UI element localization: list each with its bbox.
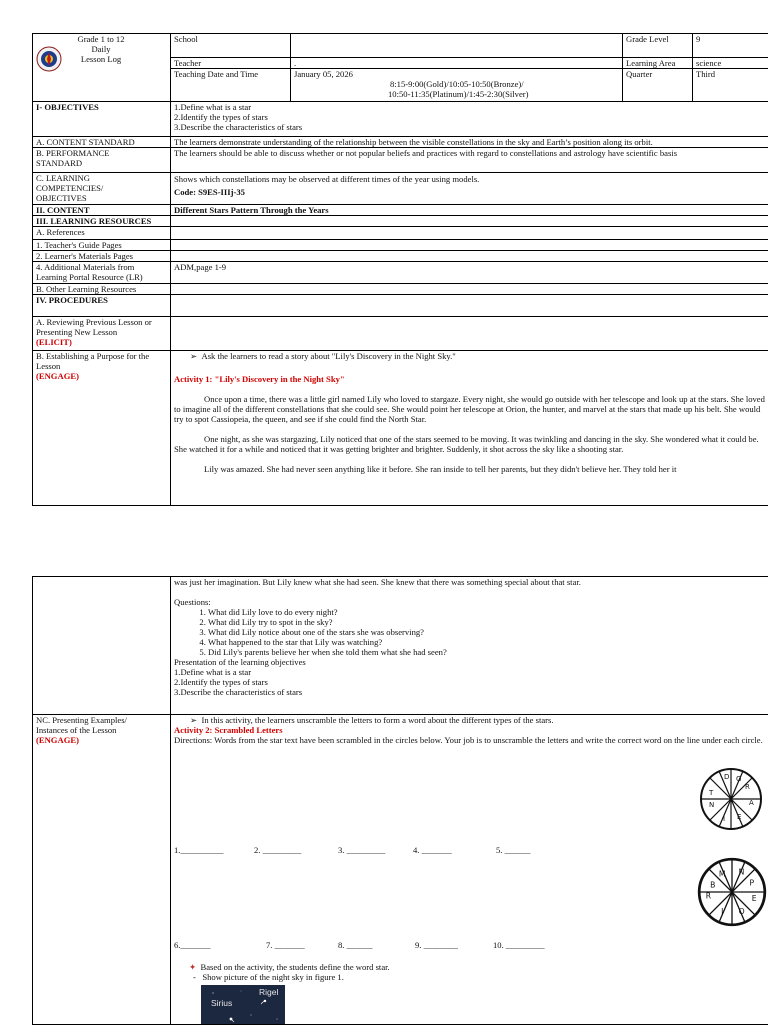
- content-label: II. CONTENT: [33, 205, 171, 216]
- figure-note: - Show picture of the night sky in figure 1.: [193, 972, 344, 982]
- content-standard-text: The learners demonstrate understanding of the relationship between the visible constellations in the sky and Earth’s position along its orbit.: [171, 137, 768, 148]
- svg-text:O: O: [739, 907, 745, 916]
- answer-blank-7[interactable]: 7. _______: [266, 940, 338, 950]
- svg-text:R: R: [745, 783, 750, 791]
- date-value-cell: [291, 69, 623, 102]
- objectives-list: [171, 102, 768, 137]
- objective-item: 2.Identify the types of stars: [174, 112, 765, 122]
- engage-tag: (ENGAGE): [36, 371, 167, 381]
- procedures-label: IV. PROCEDURES: [33, 295, 171, 317]
- svg-text:A: A: [749, 799, 754, 807]
- objective-item: 2.Identify the types of stars: [174, 677, 765, 687]
- objective-item: 3.Describe the characteristics of stars: [174, 122, 765, 132]
- answer-blank-9[interactable]: 9. ________: [415, 940, 493, 950]
- story-continuation-cell: [171, 577, 768, 715]
- engage-tag: (ENGAGE): [36, 735, 167, 745]
- presentation-heading: Presentation of the learning objectives: [174, 657, 765, 667]
- area-value: science: [693, 58, 768, 69]
- svg-text:D: D: [724, 773, 729, 781]
- header-logo-cell: [33, 34, 171, 102]
- svg-text:M: M: [719, 870, 726, 879]
- area-label: Learning Area: [623, 58, 693, 69]
- doc-title-2: Daily: [71, 44, 131, 54]
- review-label: A. Reviewing Previous Lesson or Presenting New Lesson (ELICIT): [33, 317, 171, 351]
- question-item: 3. What did Lily notice about one of the stars she was observing?: [208, 627, 765, 637]
- answer-blank-1[interactable]: 1.__________: [174, 845, 254, 855]
- purpose-label: B. Establishing a Purpose for the Lesson (ENGAGE): [33, 351, 171, 506]
- svg-text:E: E: [752, 894, 757, 903]
- date-label: Teaching Date and Time: [171, 69, 291, 102]
- objective-item: 3.Describe the characteristics of stars: [174, 687, 765, 697]
- answer-blank-6[interactable]: 6._______: [174, 940, 266, 950]
- questions-label: Questions:: [174, 597, 765, 607]
- story-paragraph-2: One night, as she was stargazing, Lily noticed that one of the stars seemed to be moving. It was twinkling and dancing in the sky. She wondered what it could be. She watched it for a while and noticed that it was getting brighter and brighter. Suddenly, it shot across the sky like a shooting star.: [174, 434, 765, 454]
- sirius-label: Sirius: [211, 999, 232, 1008]
- grade-label: Grade Level: [623, 34, 693, 58]
- elicit-tag: (ELICIT): [36, 337, 167, 347]
- star-bullet-icon: ✦: [189, 962, 196, 972]
- teacher-label: Teacher: [171, 58, 291, 69]
- story-paragraph-1: Once upon a time, there was a little girl named Lily who loved to stargaze. Every night, she would go outside with her telescope and look up at the stars. She loved to imagine all of the different constellations that she could see. She would point her telescope at Orion, the hunter, and marvel at the stars that made up his belt. She would try to spot Cassiopeia, the queen, and see if she could find the North Star.: [174, 394, 765, 424]
- lesson-log-table-page2: [32, 576, 768, 1025]
- doc-title-3: Lesson Log: [71, 54, 131, 64]
- answer-blank-8[interactable]: 8. ______: [338, 940, 415, 950]
- lesson-log-table-page1: [32, 33, 768, 506]
- rigel-label: Rigel: [259, 988, 278, 997]
- performance-standard-text: The learners should be able to discuss whether or not popular beliefs and practices with regard to constellations and astrology have scientific basis: [171, 148, 768, 173]
- svg-text:G: G: [736, 775, 741, 783]
- learners-materials-label: 2. Learner's Materials Pages: [33, 251, 171, 262]
- quarter-label: Quarter: [623, 69, 693, 102]
- activity2-title: Activity 2: Scrambled Letters: [174, 725, 765, 735]
- answer-blank-3[interactable]: 3. _________: [338, 845, 413, 855]
- svg-text:E: E: [737, 813, 741, 821]
- date-value: January 05, 2026: [294, 69, 619, 79]
- examples-content: [171, 715, 768, 1025]
- svg-text:R: R: [706, 892, 712, 901]
- question-item: 4. What happened to the star that Lily was watching?: [208, 637, 765, 647]
- answer-blank-5[interactable]: 5. ______: [496, 845, 556, 855]
- svg-text:T: T: [708, 789, 714, 797]
- additional-materials-label: 4. Additional Materials from Learning Portal Resource (LR): [33, 262, 171, 284]
- activity1-title: Activity 1: "Lily's Discovery in the Night Sky": [174, 374, 765, 384]
- grade-value: 9: [693, 34, 768, 58]
- story-continuation: was just her imagination. But Lily knew what she had seen. She knew that there was something special about that star.: [174, 577, 765, 587]
- additional-materials-value: ADM,page 1-9: [171, 262, 768, 284]
- night-sky-image: [201, 985, 285, 1025]
- scrambled-letters-circle-2-icon: [697, 857, 767, 927]
- examples-instruction: ➢ In this activity, the learners unscramble the letters to form a word about the different types of the stars.: [174, 715, 765, 725]
- directions-text: Directions: Words from the star text have been scrambled in the circles below. Your job is to unscramble the letters and write the correct word on the line under each circle.: [174, 735, 765, 745]
- teachers-guide-label: 1. Teacher's Guide Pages: [33, 240, 171, 251]
- school-value: [291, 34, 623, 58]
- competencies-text: Shows which constellations may be observed at different times of the year using models.: [174, 174, 765, 184]
- references-label: A. References: [33, 227, 171, 240]
- answer-blanks-row-2: [174, 940, 594, 950]
- quarter-value: Third: [693, 69, 768, 102]
- svg-text:N: N: [709, 801, 714, 809]
- time-line-1: 8:15-9:00(Gold)/10:05-10:50(Bronze)/: [294, 79, 619, 89]
- question-item: 5. Did Lily's parents believe her when she told them what she had seen?: [208, 647, 765, 657]
- story-paragraph-3: Lily was amazed. She had never seen anything like it before. She ran inside to tell her parents, but they didn't believe her. They told her it: [174, 464, 765, 474]
- competencies-code: Code: S9ES-IIIj-35: [174, 187, 765, 197]
- arrow-bullet-icon: ➢: [190, 351, 202, 361]
- question-item: 2. What did Lily try to spot in the sky?: [208, 617, 765, 627]
- resources-label: III. LEARNING RESOURCES: [33, 216, 171, 227]
- time-line-2: 10:50-11:35(Platinum)/1:45-2:30(Silver): [294, 89, 619, 99]
- svg-text:P: P: [750, 878, 755, 887]
- answer-blank-2[interactable]: 2. _________: [254, 845, 338, 855]
- svg-text:N: N: [739, 868, 745, 877]
- svg-text:B: B: [710, 881, 715, 890]
- competencies-cell: [171, 173, 768, 205]
- scrambled-letters-circle-1-icon: [699, 767, 763, 831]
- arrow-bullet-icon: ➢: [190, 715, 202, 725]
- purpose-instruction: ➢ Ask the learners to read a story about "Lily's Discovery in the Night Sky.": [174, 351, 765, 361]
- objectives-label: I- OBJECTIVES: [33, 102, 171, 137]
- examples-label: NC. Presenting Examples/ Instances of the Lesson (ENGAGE): [33, 715, 171, 1025]
- doc-title: Grade 1 to 12: [71, 34, 131, 44]
- purpose-content: [171, 351, 768, 506]
- answer-blanks-row-1: [174, 845, 574, 855]
- competencies-label: C. LEARNING COMPETENCIES/ OBJECTIVES: [33, 173, 171, 205]
- objective-item: 1.Define what is a star: [174, 667, 765, 677]
- answer-blank-10[interactable]: 10. _________: [493, 940, 573, 950]
- content-text: Different Stars Pattern Through the Years: [171, 205, 768, 216]
- content-standard-label: A. CONTENT STANDARD: [33, 137, 171, 148]
- performance-standard-label: B. PERFORMANCE STANDARD: [33, 148, 171, 173]
- svg-text:I: I: [721, 907, 723, 916]
- objective-item: 1.Define what is a star: [174, 102, 765, 112]
- questions-list: [174, 607, 765, 657]
- school-label: School: [171, 34, 291, 58]
- deped-seal-icon: [36, 46, 62, 72]
- other-resources-label: B. Other Learning Resources: [33, 284, 171, 295]
- question-item: 1. What did Lily love to do every night?: [208, 607, 765, 617]
- answer-blank-4[interactable]: 4. _______: [413, 845, 496, 855]
- svg-text:I: I: [723, 815, 725, 823]
- teacher-value: .: [291, 58, 623, 69]
- define-note: ✦ Based on the activity, the students define the word star.: [189, 962, 390, 972]
